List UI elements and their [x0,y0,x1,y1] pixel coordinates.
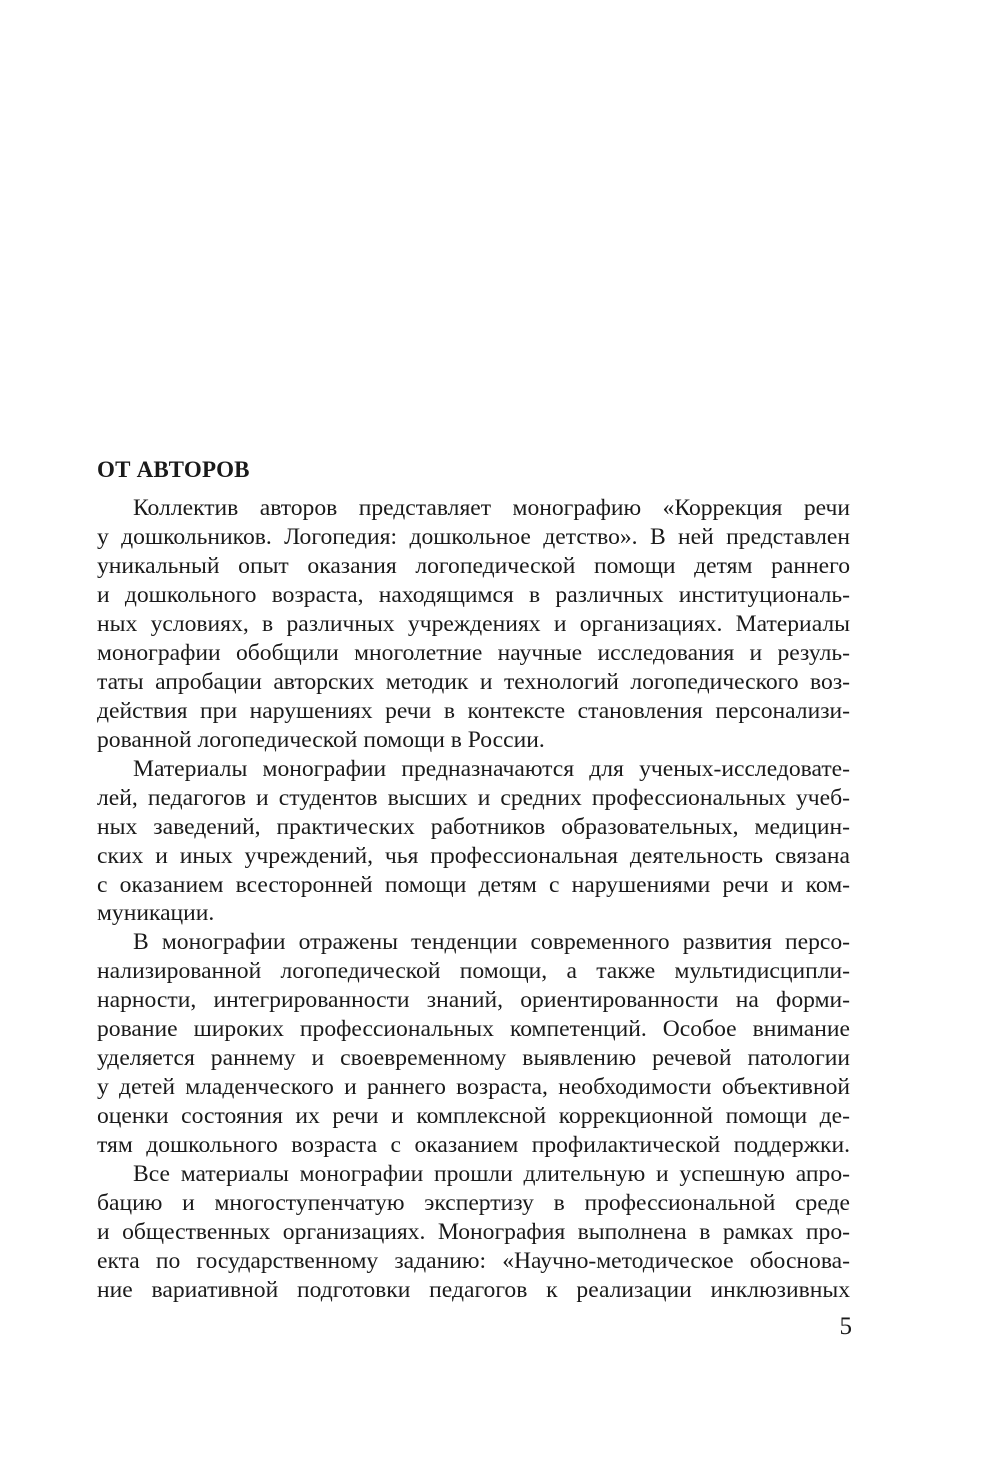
text-line: монографии обобщили многолетние научные исследования и резуль- [97,640,850,666]
text-line: уникальный опыт оказания логопедической помощи детям раннего [97,553,850,579]
text-line: муникации. [97,900,215,926]
text-line: таты апробации авторских методик и технологий логопедического воз- [97,669,850,695]
text-line: лей, педагогов и студентов высших и средних профессиональных учеб- [97,785,850,811]
text-line: бацию и многоступенчатую экспертизу в профессиональной среде [97,1190,850,1216]
text-line: оценки состояния их речи и комплексной коррекционной помощи де- [97,1103,850,1129]
text-line: уделяется раннему и своевременному выявлению речевой патологии [97,1045,850,1071]
text-line: Коллектив авторов представляет монографию «Коррекция речи [133,495,850,521]
text-line: тям дошкольного возраста с оказанием профилактической поддержки. [97,1132,850,1158]
section-heading: ОТ АВТОРОВ [97,457,250,482]
text-line: нализированной логопедической помощи, а также мультидисципли- [97,958,850,984]
text-line: ных заведений, практических работников образовательных, медицин- [97,814,850,840]
text-line: у дошкольников. Логопедия: дошкольное детство». В ней представлен [97,524,850,550]
text-line: екта по государственному заданию: «Научно-методическое обоснова- [97,1248,850,1274]
text-line: и общественных организациях. Монография выполнена в рамках про- [97,1219,850,1245]
text-line: рованной логопедической помощи в России. [97,727,545,753]
text-line: ских и иных учреждений, чья профессиональная деятельность связана [97,843,850,869]
text-line: у детей младенческого и раннего возраста, необходимости объективной [97,1074,850,1100]
text-line: ных условиях, в различных учреждениях и организациях. Материалы [97,611,850,637]
text-line: действия при нарушениях речи в контексте становления персонализи- [97,698,850,724]
text-line: рование широких профессиональных компетенций. Особое внимание [97,1016,850,1042]
text-line: нарности, интегрированности знаний, ориентированности на форми- [97,987,850,1013]
text-line: и дошкольного возраста, находящимся в различных институциональ- [97,582,850,608]
text-line: ние вариативной подготовки педагогов к реализации инклюзивных [97,1277,850,1303]
text-line: В монографии отражены тенденции современного развития персо- [133,929,850,955]
text-line: Все материалы монографии прошли длительную и успешную апро- [133,1161,850,1187]
page-number: 5 [839,1313,852,1340]
text-line: Материалы монографии предназначаются для ученых-исследовате- [133,756,850,782]
text-line: с оказанием всесторонней помощи детям с нарушениями речи и ком- [97,872,850,898]
